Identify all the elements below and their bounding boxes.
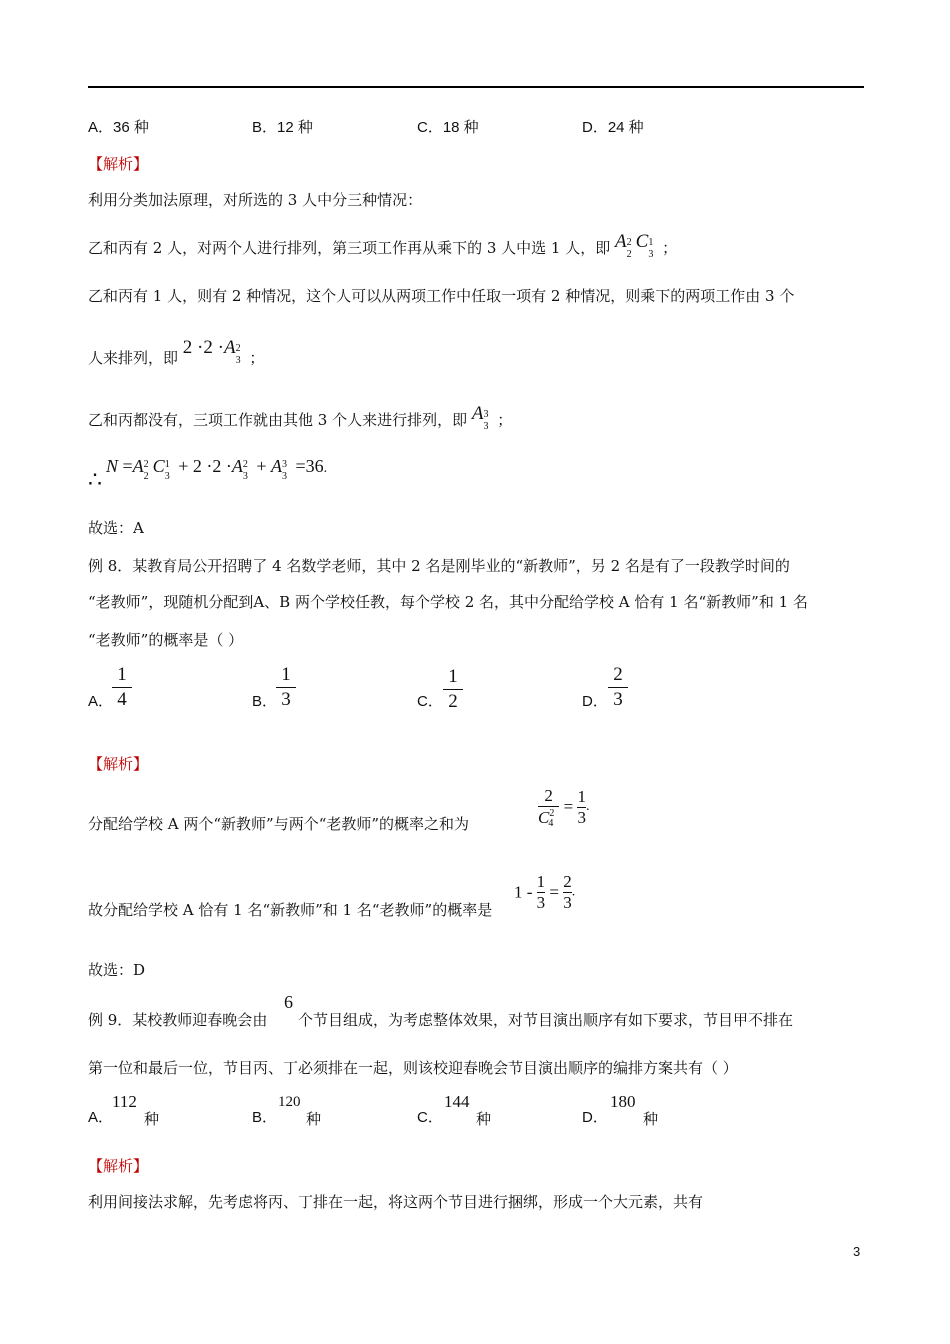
- q8-option-a-den: 4: [117, 689, 127, 710]
- q9-line-1-end: 个节目组成，为考虑整体效果，对节目演出顺序有如下要求，节目甲不排在: [298, 1011, 794, 1029]
- q7-line-4: [88, 337, 265, 368]
- q9-option-b-unit: 种: [306, 1110, 322, 1128]
- q7-option-b: B．12 种: [252, 119, 313, 136]
- q8-option-b-label: B．: [252, 693, 278, 710]
- q9-option-d-unit: 种: [643, 1110, 659, 1128]
- q9-option-d-value: 180: [610, 1092, 636, 1111]
- q9-analysis-text: 利用间接法求解，先考虑将丙、丁排在一起，将这两个节目进行捆绑，形成一个大元素，共有: [88, 1193, 704, 1211]
- q8-line-1: 例 8．某教育局公开招聘了 4 名数学老师，其中 2 名是刚毕业的“新教师”，另 2 名是有了一段教学时间的: [88, 557, 790, 575]
- q8-answer: 故选：D: [88, 961, 146, 979]
- formula-total: N =A 2 2 C 1 3 + 2 ·2 ·A 2 3 + A 3 3 =36.: [106, 456, 328, 482]
- semicolon-2: ；: [249, 349, 265, 367]
- q8-option-b-fraction: [276, 664, 296, 711]
- q8-option-c-label: C．: [417, 693, 443, 710]
- q8-line-4: 分配给学校 A 两个“新教师”与两个“老教师”的概率之和为: [88, 815, 470, 833]
- q7-line-2: [88, 231, 678, 260]
- q8-line-2: “老教师”，现随机分配到A、B 两个学校任教，每个学校 2 名，其中分配给学校 A 恰有 1 名“新教师”和 1 名: [88, 593, 808, 611]
- q7-line-3: 乙和丙有 1 人，则有 2 种情况，这个人可以从两项工作中任取一项有 2 种情况，则乘下的两项工作由 3 个: [88, 287, 795, 305]
- q8-option-b-den: 3: [281, 689, 291, 710]
- q7-analysis-label: 【解析】: [88, 155, 149, 173]
- q9-option-c-label: C．: [417, 1109, 443, 1126]
- q8-line-3: “老教师”的概率是（ ）: [88, 631, 244, 649]
- q8-option-a-fraction: [112, 664, 132, 711]
- q8-option-d-label: D．: [582, 693, 608, 710]
- q7-line-1: 利用分类加法原理，对所选的 3 人中分三种情况：: [88, 191, 423, 209]
- q7-line-5-text: 乙和丙都没有，三项工作就由其他 3 个人来进行排列，即: [88, 411, 468, 429]
- q9-option-c-value: 144: [444, 1092, 470, 1111]
- q8-line-5: 故分配给学校 A 恰有 1 名“新教师”和 1 名“老教师”的概率是: [88, 901, 493, 919]
- q7-line-5: [88, 403, 513, 432]
- q9-line-1-start: 例 9．某校教师迎春晚会由: [88, 1011, 268, 1029]
- q9-analysis-label: 【解析】: [88, 1157, 149, 1175]
- q8-option-c-den: 2: [448, 691, 458, 712]
- q8-option-d-den: 3: [613, 689, 623, 710]
- q8-option-b-num: 1: [281, 664, 291, 685]
- q9-option-c-unit: 种: [476, 1110, 492, 1128]
- q8-analysis-label: 【解析】: [88, 755, 149, 773]
- q9-option-b-label: B．: [252, 1109, 278, 1126]
- page-number: 3: [853, 1244, 861, 1259]
- q8-option-c-fraction: [443, 666, 463, 713]
- formula-a2c3: A 2 2 C 1 3: [615, 231, 654, 260]
- q7-answer: 故选：A: [88, 519, 144, 537]
- formula-new-teacher-prob: $\frac{2}{C^24}$ = $\frac{1}{3}$ .: [538, 786, 590, 829]
- semicolon-1: ；: [662, 239, 678, 257]
- q8-option-a-num: 1: [117, 664, 127, 685]
- header-rule: [88, 86, 864, 88]
- q7-option-c: C．18 种: [417, 119, 479, 136]
- q7-option-a: A．36 种: [88, 119, 149, 136]
- q9-option-a-label: A．: [88, 1109, 114, 1126]
- q9-option-d-label: D．: [582, 1109, 608, 1126]
- q8-option-d-fraction: [608, 664, 628, 711]
- q9-option-a-unit: 种: [144, 1110, 160, 1128]
- formula-2-2-a3: 2 ·2 ·A 2 3: [182, 337, 241, 366]
- therefore-symbol: ∴: [88, 468, 102, 493]
- q8-option-d-num: 2: [613, 664, 623, 685]
- q9-option-b-value: 120: [278, 1094, 301, 1110]
- q8-option-a-label: A．: [88, 693, 114, 710]
- q8-option-c-num: 1: [448, 666, 458, 687]
- q9-count: 6: [284, 992, 293, 1012]
- formula-required-prob: 1 - $\frac{1}{3}$ = $\frac{2}{3}$ .: [514, 872, 576, 912]
- q7-line-4-text: 人来排列，即: [88, 349, 179, 367]
- q7-option-d: D．24 种: [582, 119, 644, 136]
- q7-line-2-text: 乙和丙有 2 人，对两个人进行排列，第三项工作再从乘下的 3 人中选 1 人，即: [88, 239, 611, 257]
- q9-option-a-value: 112: [112, 1092, 137, 1111]
- formula-a3-3: A 3 3: [471, 403, 489, 432]
- q9-line-2: 第一位和最后一位，节目丙、丁必须排在一起，则该校迎春晚会节目演出顺序的编排方案共有（ ）: [88, 1059, 738, 1077]
- semicolon-3: ；: [497, 411, 513, 429]
